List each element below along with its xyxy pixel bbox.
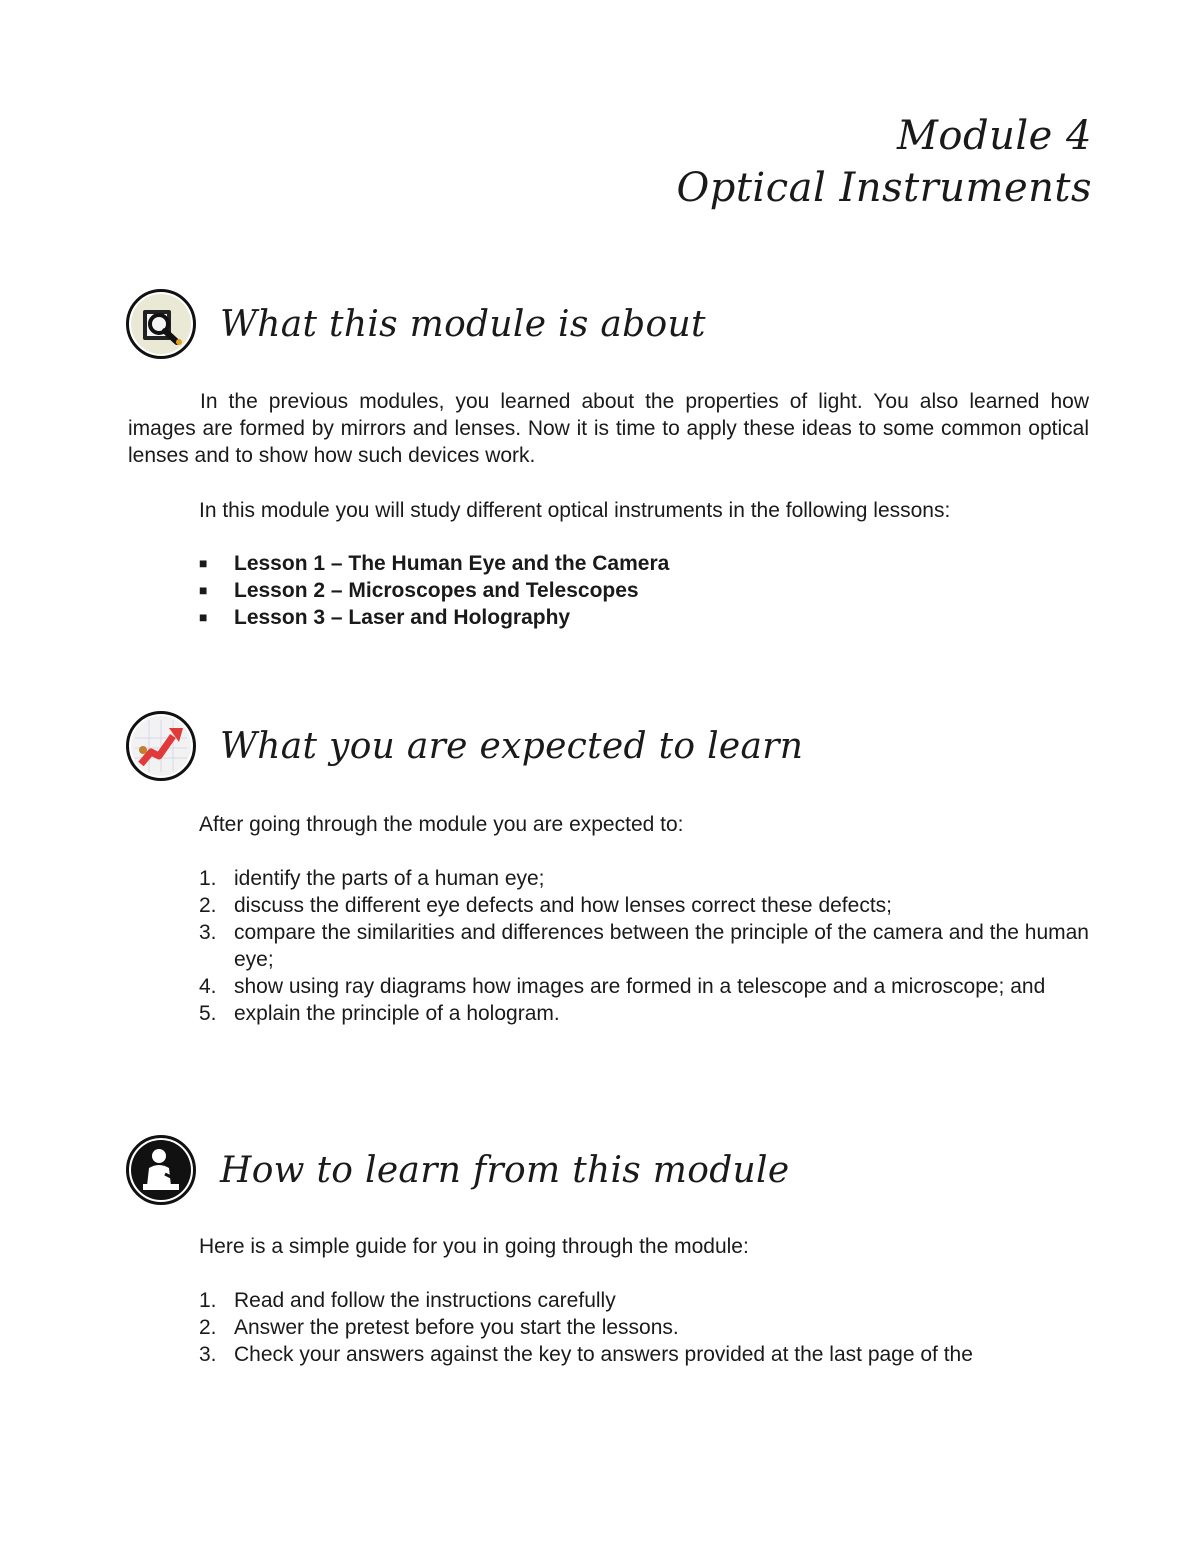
list-item: 2. Answer the pretest before you start the lessons. (199, 1316, 679, 1339)
bullet-icon: ■ (199, 555, 208, 571)
list-item: 3. Check your answers against the key to answers provided at the last page of the (199, 1343, 973, 1366)
list-item: 1. Read and follow the instructions carefully (199, 1289, 616, 1312)
module-number: Module 4 (896, 113, 1092, 159)
module-title (676, 110, 1092, 214)
expected-heading: What you are expected to learn (220, 725, 804, 767)
expected-intro: After going through the module you are expected to: (199, 813, 684, 836)
objectives-list (199, 865, 1089, 1027)
guide-list (199, 1287, 1089, 1368)
list-item: ■ Lesson 2 – Microscopes and Telescopes (199, 579, 639, 602)
lesson-list (199, 550, 669, 631)
list-item: 4. show using ray diagrams how images are formed in a telescope and a microscope; and (199, 975, 1046, 998)
reading-person-icon (126, 1135, 196, 1205)
list-item: 2. discuss the different eye defects and how lenses correct these defects; (199, 894, 892, 917)
expected-section-header (126, 708, 803, 784)
howto-section-header (126, 1132, 789, 1208)
list-item: 5. explain the principle of a hologram. (199, 1002, 560, 1025)
bullet-icon: ■ (199, 582, 208, 598)
list-item: ■ Lesson 1 – The Human Eye and the Camera (199, 552, 670, 575)
module-name: Optical Instruments (676, 165, 1092, 211)
growth-arrow-icon (126, 711, 196, 781)
magnifier-book-icon (126, 289, 196, 359)
howto-intro: Here is a simple guide for you in going through the module: (199, 1235, 749, 1258)
lessons-intro: In this module you will study different optical instruments in the following lessons: (199, 499, 951, 522)
list-item: 3. compare the similarities and differences between the principle of the camera and the human eye; (199, 921, 1089, 971)
about-section-header (126, 286, 706, 362)
howto-heading: How to learn from this module (220, 1149, 790, 1191)
about-paragraph: In the previous modules, you learned about the properties of light. You also learned how images are formed by mirrors and lenses. Now it is time to apply these ideas to some common optical lenses and to show how such devices work. (128, 390, 1089, 467)
list-item: ■ Lesson 3 – Laser and Holography (199, 606, 571, 629)
bullet-icon: ■ (199, 609, 208, 625)
about-heading: What this module is about (220, 303, 706, 345)
list-item: 1. identify the parts of a human eye; (199, 867, 545, 890)
